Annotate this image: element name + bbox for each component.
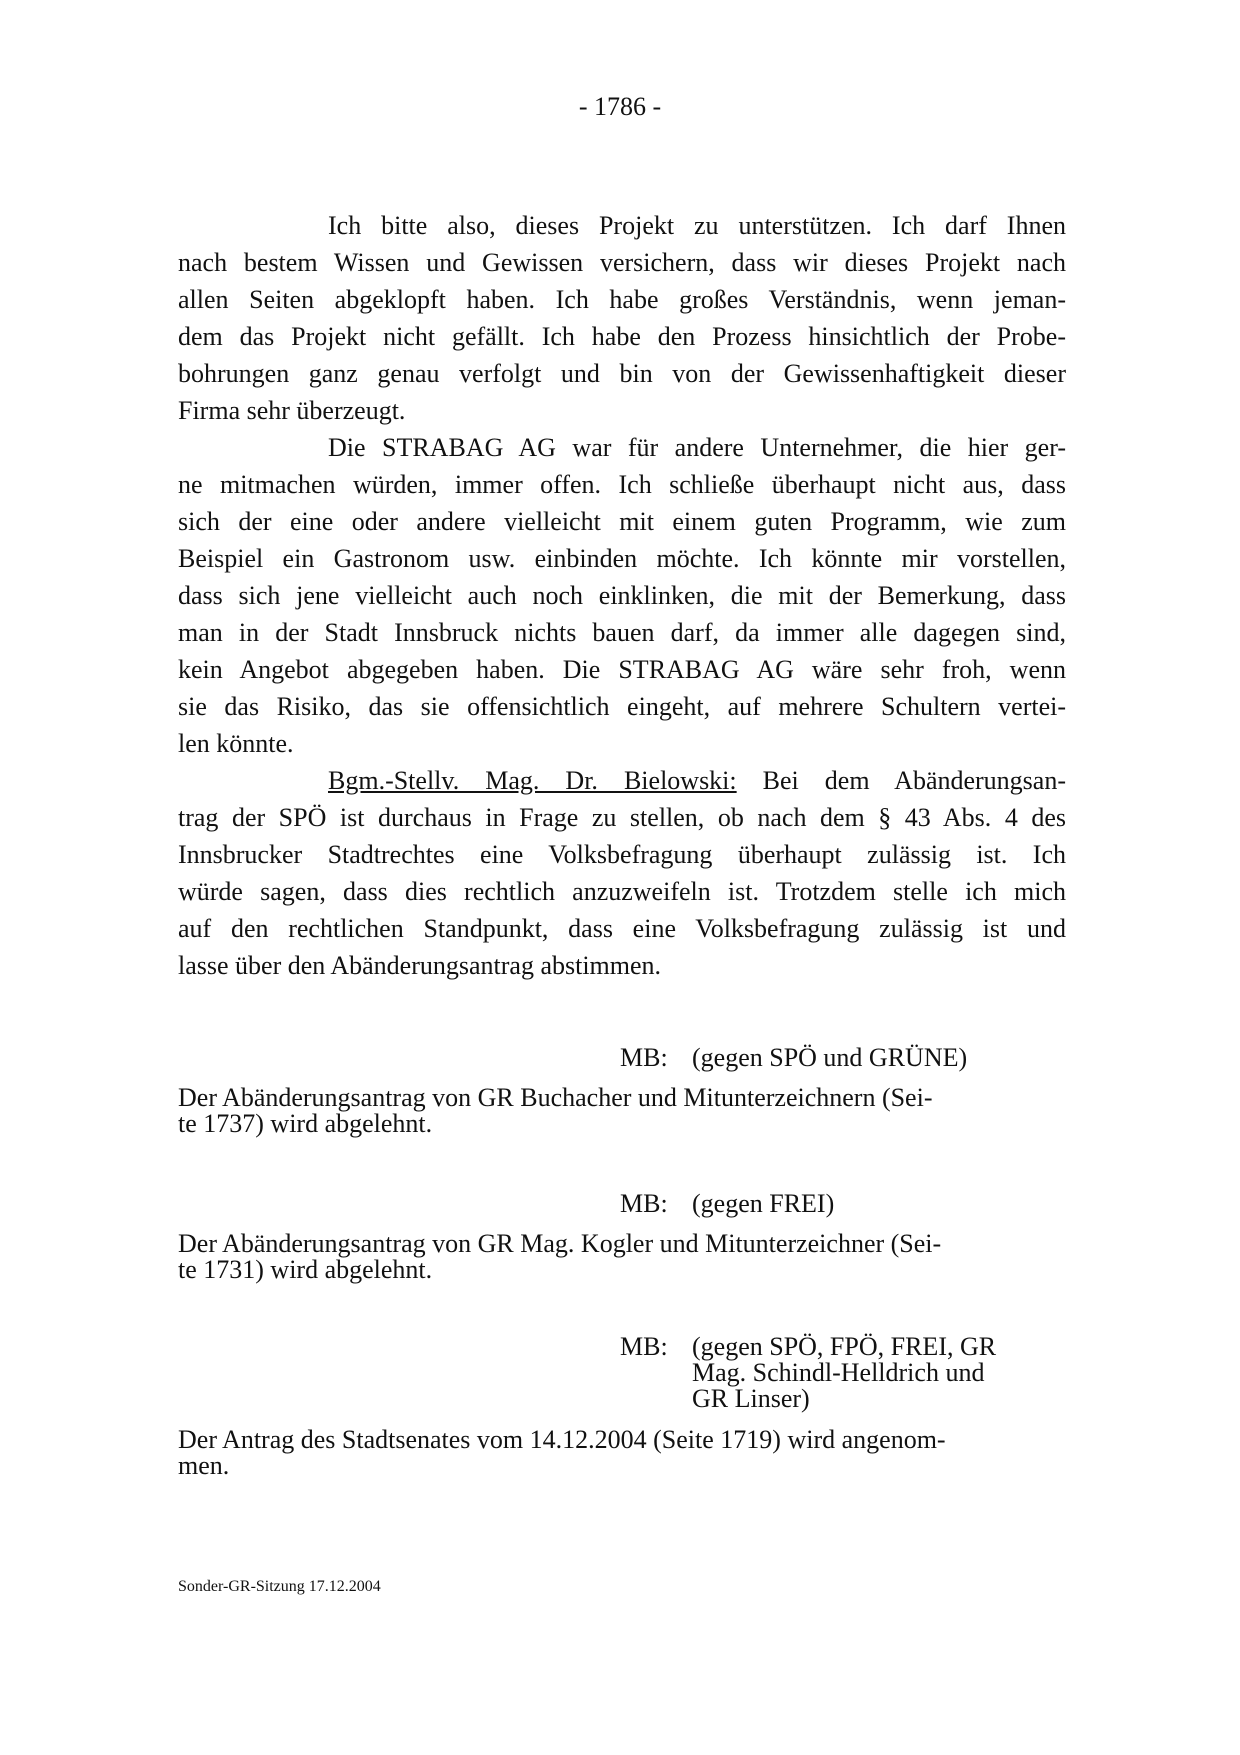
vote-result-line: te 1737) wird abgelehnt.	[178, 1109, 433, 1138]
speaker-name: Bgm.-Stellv. Mag. Dr. Bielowski:	[328, 766, 737, 795]
mb-vote-text: Mag. Schindl-Helldrich und	[692, 1358, 985, 1387]
vote-result-line: Der Antrag des Stadtsenates vom 14.12.2004 (Seite 1719) wird angenom-	[178, 1425, 946, 1454]
mb-vote-text: (gegen SPÖ, FPÖ, FREI, GR	[692, 1332, 997, 1361]
paragraph-3-line: lasse über den Abänderungsantrag abstimmen.	[178, 951, 662, 980]
paragraph-2-line: Beispiel ein Gastronom usw. einbinden möchte. Ich könnte mir vorstellen,	[178, 544, 1066, 573]
footer: Sonder-GR-Sitzung 17.12.2004	[178, 1578, 381, 1595]
paragraph-1-line: Ich bitte also, dieses Projekt zu unterstützen. Ich darf Ihnen	[328, 211, 1066, 240]
paragraph-2-line: len könnte.	[178, 729, 294, 758]
paragraph-3-line: Innsbrucker Stadtrechtes eine Volksbefragung überhaupt zulässig ist. Ich	[178, 840, 1066, 869]
vote-result-line: Der Abänderungsantrag von GR Mag. Kogler und Mitunterzeichner (Sei-	[178, 1229, 942, 1258]
paragraph-2-line: ne mitmachen würden, immer offen. Ich schließe überhaupt nicht aus, dass	[178, 470, 1066, 499]
mb-label: MB:	[620, 1332, 668, 1361]
paragraph-2-line: dass sich jene vielleicht auch noch einklinken, die mit der Bemerkung, dass	[178, 581, 1066, 610]
mb-vote-text: (gegen SPÖ und GRÜNE)	[692, 1043, 968, 1072]
mb-label: MB:	[620, 1043, 668, 1072]
paragraph-1-line: bohrungen ganz genau verfolgt und bin von der Gewissenhaftigkeit dieser	[178, 359, 1066, 388]
paragraph-2-line: sie das Risiko, das sie offensichtlich eingeht, auf mehrere Schultern vertei-	[178, 692, 1066, 721]
vote-result-line: te 1731) wird abgelehnt.	[178, 1255, 433, 1284]
paragraph-2-line: sich der eine oder andere vielleicht mit einem guten Programm, wie zum	[178, 507, 1066, 536]
paragraph-1-line: allen Seiten abgeklopft haben. Ich habe großes Verständnis, wenn jeman-	[178, 285, 1066, 314]
mb-vote-text: GR Linser)	[692, 1384, 810, 1413]
paragraph-3-line: auf den rechtlichen Standpunkt, dass eine Volksbefragung zulässig ist und	[178, 914, 1066, 943]
speaker-line	[328, 765, 1066, 797]
paragraph-2-line: man in der Stadt Innsbruck nichts bauen darf, da immer alle dagegen sind,	[178, 618, 1066, 647]
paragraph-2-line: kein Angebot abgegeben haben. Die STRABAG AG wäre sehr froh, wenn	[178, 655, 1066, 684]
vote-result-line: men.	[178, 1451, 230, 1480]
page-number: - 1786 -	[578, 92, 662, 121]
paragraph-1-line: Firma sehr überzeugt.	[178, 396, 406, 425]
paragraph-2-line: Die STRABAG AG war für andere Unternehmer, die hier ger-	[328, 433, 1066, 462]
paragraph-1-line: dem das Projekt nicht gefällt. Ich habe den Prozess hinsichtlich der Probe-	[178, 322, 1066, 351]
vote-result-line: Der Abänderungsantrag von GR Buchacher und Mitunterzeichnern (Sei-	[178, 1083, 933, 1112]
speaker-line-text: Bei dem Abänderungsan-	[736, 766, 1066, 795]
paragraph-3-line: würde sagen, dass dies rechtlich anzuzweifeln ist. Trotzdem stelle ich mich	[178, 877, 1066, 906]
mb-label: MB:	[620, 1189, 668, 1218]
mb-vote-text: (gegen FREI)	[692, 1189, 835, 1218]
paragraph-1-line: nach bestem Wissen und Gewissen versichern, dass wir dieses Projekt nach	[178, 248, 1066, 277]
paragraph-3-line: trag der SPÖ ist durchaus in Frage zu stellen, ob nach dem § 43 Abs. 4 des	[178, 803, 1066, 832]
